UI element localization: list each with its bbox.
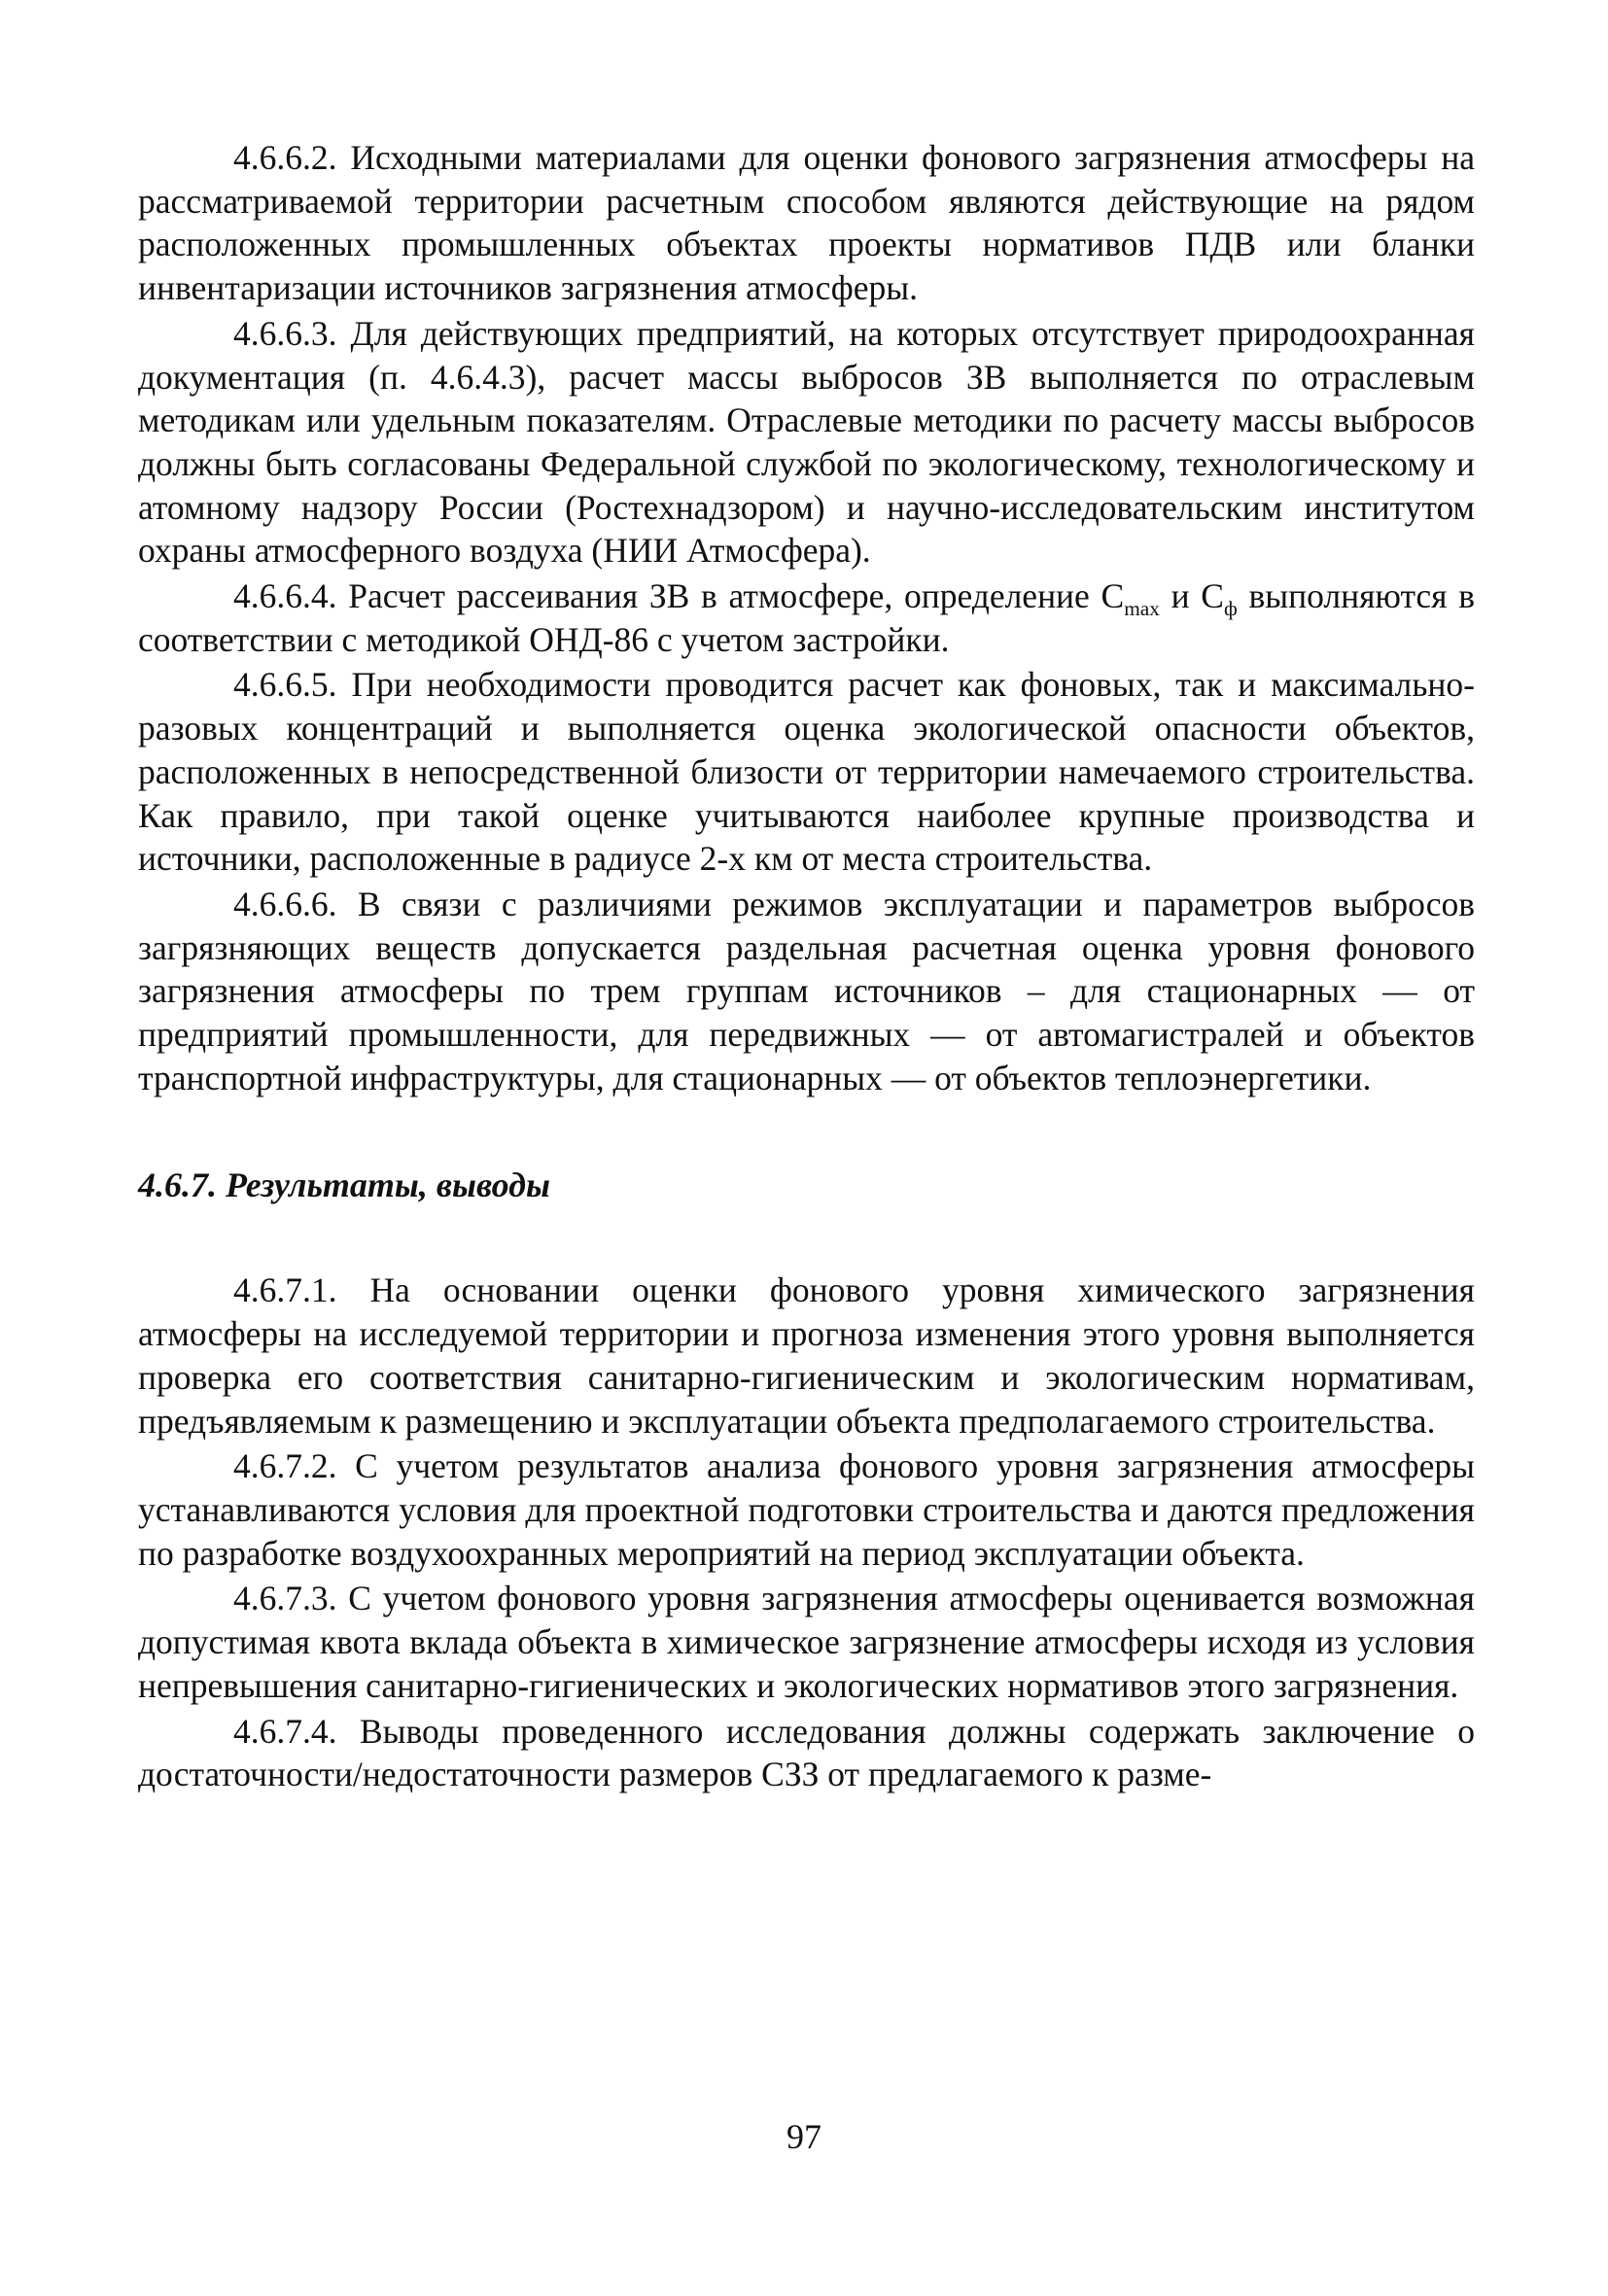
paragraph-4-6-6-4-part3: выполняются в соответствии с методикой ОНД-86 с учетом застройки. <box>138 576 1475 659</box>
page-body <box>138 136 1475 1798</box>
page-number: 97 <box>787 2117 821 2156</box>
paragraph-4-6-7-1: 4.6.7.1. На основании оценки фонового уровня химического загрязнения атмосферы на исследуемой территории и прогноза изменения этого уровня выполняется проверка его соответствия санитарно-гигиеническим и экологическим нормативам, предъявляемым к размещению и эксплуатации объекта предполагаемого строительства. <box>138 1270 1475 1441</box>
paragraph-4-6-6-5: 4.6.6.5. При необходимости проводится расчет как фоновых, так и максимально-разовых концентраций и выполняется оценка экологической опасности объектов, расположенных в непосредственной близости от территории намечаемого строительства. Как правило, при такой оценке учитываются наиболее крупные производства и источники, расположенные в радиусе 2-х км от места строительства. <box>138 665 1475 879</box>
paragraph-4-6-7-2: 4.6.7.2. С учетом результатов анализа фонового уровня загрязнения атмосферы устанавливаются условия для проектной подготовки строительства и даются предложения по разработке воздухоохранных мероприятий на период эксплуатации объекта. <box>138 1446 1475 1573</box>
paragraph-4-6-6-6: 4.6.6.6. В связи с различиями режимов эксплуатации и параметров выбросов загрязняющих веществ допускается раздельная расчетная оценка уровня фонового загрязнения атмосферы по трем группам источников – для стационарных — от предприятий промышленности, для передвижных — от автомагистралей и объектов транспортной инфраструктуры, для стационарных — от объектов теплоэнергетики. <box>138 884 1475 1097</box>
paragraph-4-6-6-4-part1: 4.6.6.4. Расчет рассеивания ЗВ в атмосфере, определение C <box>233 576 1125 616</box>
paragraph-4-6-7-4: 4.6.7.4. Выводы проведенного исследования должны содержать заключение о достаточности/недостаточности размеров СЗЗ от предлагаемого к разме- <box>138 1711 1475 1794</box>
paragraph-4-6-6-3: 4.6.6.3. Для действующих предприятий, на которых отсутствует природоохранная документация (п. 4.6.4.3), расчет массы выбросов ЗВ выполняется по отраслевым методикам или удельным показателям. Отраслевые методики по расчету массы выбросов должны быть согласованы Федеральной службой по экологическому, технологическому и атомному надзору России (Ростехнадзором) и научно-исследовательским институтом охраны атмосферного воздуха (НИИ Атмосфера). <box>138 313 1475 571</box>
paragraph-4-6-6-4-part2: и C <box>1159 576 1224 616</box>
c-max-subscript: max <box>1124 597 1160 621</box>
section-heading-4-6-7: 4.6.7. Результаты, выводы <box>138 1165 550 1205</box>
paragraph-4-6-6-2: 4.6.6.2. Исходными материалами для оценки фонового загрязнения атмосферы на рассматриваемой территории расчетным способом являются действующие на рядом расположенных промышленных объектах проекты нормативов ПДВ или бланки инвентаризации источников загрязнения атмосферы. <box>138 138 1475 308</box>
c-f-subscript: ф <box>1223 597 1238 621</box>
paragraph-4-6-6-4 <box>138 574 1475 661</box>
paragraph-4-6-7-3: 4.6.7.3. С учетом фонового уровня загрязнения атмосферы оценивается возможная допустимая квота вклада объекта в химическое загрязнение атмосферы исходя из условия непревышения санитарно-гигиенических и экологических нормативов этого загрязнения. <box>138 1579 1475 1705</box>
